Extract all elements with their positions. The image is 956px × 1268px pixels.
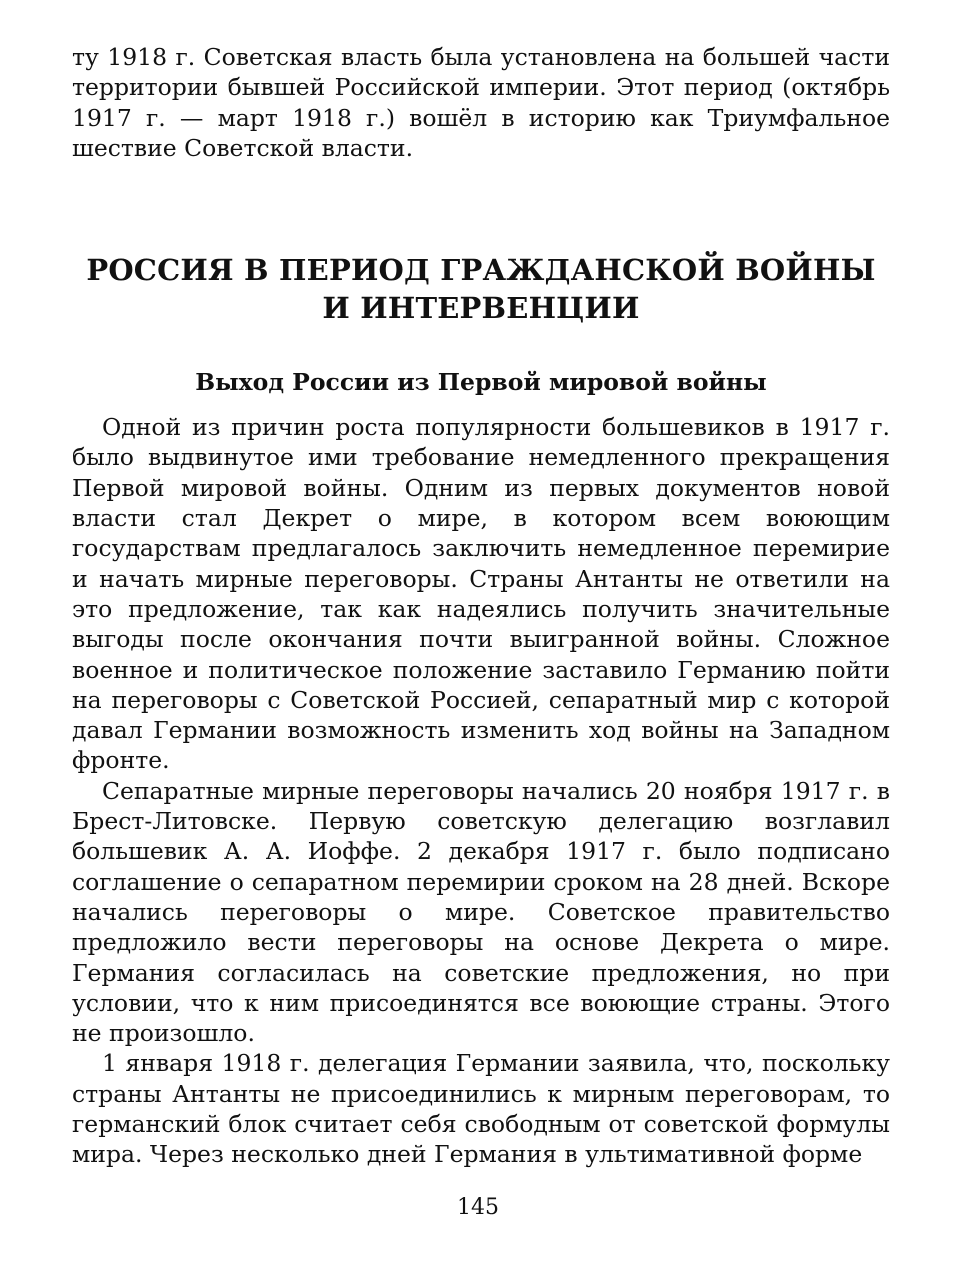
section-title: Выход России из Первой мировой войны xyxy=(195,368,767,397)
page-body xyxy=(72,42,890,1170)
chapter-title-line-1: РОССИЯ В ПЕРИОД ГРАЖДАНСКОЙ ВОЙНЫ xyxy=(86,253,876,288)
paragraph-2: Сепаратные мирные переговоры начались 20 ноября 1917 г. в Брест-Литовске. Первую советскую делегацию возглавил большевик А. А. Иоффе. 2 декабря 1917 г. было подписано соглашение о сепаратном перемирии сроком на 28 дней. Вскоре начались переговоры о мире. Советское правительство предложило вести переговоры на основе Декрета о мире. Германия согласилась на советские предложения, но при условии, что к ним присоединятся все воюющие страны. Этого не произошло. xyxy=(72,776,890,1048)
chapter-title-line-2: И ИНТЕРВЕНЦИИ xyxy=(322,291,640,326)
page-number: 145 xyxy=(457,1195,499,1220)
paragraph-1: Одной из причин роста популярности большевиков в 1917 г. было выдвинутое ими требование немедленного прекращения Первой мировой войны. Одним из первых документов новой власти стал Декрет о мире, в котором всем воюющим государствам предлагалось заключить немедленное перемирие и начать мирные переговоры. Страны Антанты не ответили на это предложение, так как надеялись получить значительные выгоды после окончания почти выигранной войны. Сложное военное и политическое положение заставило Германию пойти на переговоры с Советской Россией, сепаратный мир с которой давал Германии возможность изменить ход войны на Западном фронте. xyxy=(72,413,890,775)
paragraph-3: 1 января 1918 г. делегация Германии заявила, что, поскольку страны Антанты не присоединились к мирным переговорам, то германский блок считает себя свободным от советской формулы мира. Через несколько дней Германия в ультимативной форме xyxy=(72,1049,890,1169)
intro-paragraph: ту 1918 г. Советская власть была установлена на большей части территории бывшей Российской империи. Этот период (октябрь 1917 г. — март 1918 г.) вошёл в историю как Триумфальное шествие Советской власти. xyxy=(72,43,890,162)
chapter-title xyxy=(72,251,890,327)
